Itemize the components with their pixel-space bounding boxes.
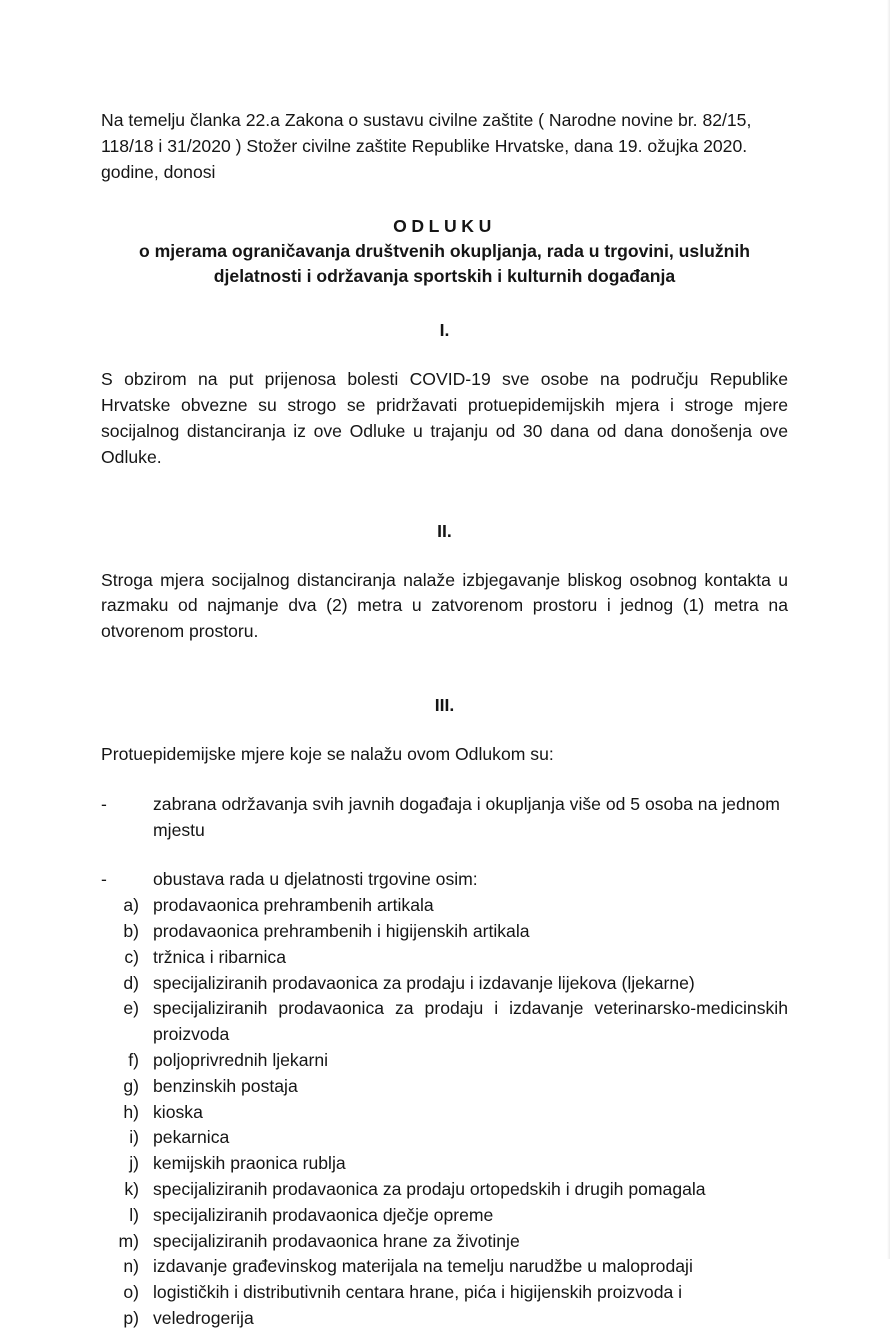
list-item [101,1100,788,1126]
spacer [101,289,788,318]
list-item-marker: b) [123,920,139,941]
spacer [101,718,788,742]
spacer [101,544,788,568]
list-item-marker: k) [124,1178,139,1199]
list-item [101,1203,788,1229]
list-item-text: logističkih i distributivnih centara hrane, pića i higijenskih proizvoda i [153,1282,683,1303]
list-item-marker: o) [123,1282,139,1303]
spacer [101,471,788,500]
list-item [101,996,788,1048]
list-item [101,1151,788,1177]
list-item-text: tržnica i ribarnica [153,946,286,967]
list-item [101,1177,788,1203]
spacer [101,645,788,674]
list-item-text: prodavaonica prehrambenih i higijenskih artikala [153,920,530,941]
list-item-text: kioska [153,1101,203,1122]
spacer [101,343,788,367]
list-item-text: prodavaonica prehrambenih artikala [153,895,434,916]
list-item [101,1229,788,1255]
document-subtitle: o mjerama ograničavanja društvenih okupljanja, rada u trgovini, uslužnih djelatnosti i održavanja sportskih i kulturnih događanja [138,241,751,287]
list-item-marker: j) [129,1153,139,1174]
list-item [101,919,788,945]
spacer [101,768,788,792]
measure-text: zabrana održavanja svih javnih događaja i okupljanja više od 5 osoba na jednom mjestu [153,793,780,840]
list-item [101,1254,788,1280]
list-item-text: specijaliziranih prodavaonica hrane za životinje [153,1230,520,1251]
section-number-1: I. [439,320,450,341]
list-item [101,1306,788,1332]
list-item-text: izdavanje građevinskog materijala na temelju narudžbe u maloprodaji [153,1256,693,1277]
document-title-block [101,214,788,289]
list-item [101,945,788,971]
list-item-text: specijaliziranih prodavaonica dječje opreme [153,1204,494,1225]
list-item [101,1048,788,1074]
list-item-marker: c) [124,946,139,967]
dash-marker: - [101,869,107,890]
spacer [101,674,788,693]
section-body-1: S obzirom na put prijenosa bolesti COVID-19 sve osobe na području Republike Hrvatske obvezne su strogo se pridržavati protuepidemijskih mjera i stroge mjere socijalnog distanciranja iz ove Odluke u trajanju od 30 dana od dana donošenja ove Odluke. [101,369,788,467]
spacer [101,185,788,214]
list-item-text: specijaliziranih prodavaonica za prodaju i izdavanje veterinarsko-medicinskih proizvoda [153,998,788,1045]
list-item-text: specijaliziranih prodavaonica za prodaju ortopedskih i drugih pomagala [153,1178,706,1199]
dash-marker: - [101,793,107,814]
list-item-marker: i) [129,1127,139,1148]
list-item [101,971,788,997]
section-body-3: Protuepidemijske mjere koje se nalažu ovom Odlukom su: [101,743,554,764]
list-item-marker: h) [123,1101,139,1122]
list-item-marker: n) [123,1256,139,1277]
exceptions-list [101,893,788,1332]
spacer [101,500,788,519]
intro-paragraph: Na temelju članka 22.a Zakona o sustavu civilne zaštite ( Narodne novine br. 82/15, 118/18 i 31/2020 ) Stožer civilne zaštite Republike Hrvatske, dana 19. ožujka 2020. godine, donosi [101,110,752,182]
measure-item [101,792,788,844]
list-item [101,893,788,919]
document-title: ODLUKU [393,216,496,237]
list-item-marker: e) [123,998,139,1019]
spacer [101,843,788,867]
measure-text: obustava rada u djelatnosti trgovine osim: [153,869,478,890]
list-item [101,1074,788,1100]
list-item-text: veledrogerija [153,1307,254,1328]
list-item-marker: g) [123,1075,139,1096]
section-number-2: II. [437,520,452,541]
list-item-text: kemijskih praonica rublja [153,1153,346,1174]
section-number-3: III. [434,694,455,715]
list-item-text: poljoprivrednih ljekarni [153,1049,329,1070]
measure-item [101,867,788,893]
list-item-marker: l) [129,1204,139,1225]
list-item-marker: p) [123,1307,139,1328]
list-item-text: benzinskih postaja [153,1075,298,1096]
list-item-text: specijaliziranih prodavaonica za prodaju i izdavanje lijekova (ljekarne) [153,972,695,993]
list-item-marker: d) [123,972,139,993]
document-content [101,108,788,1332]
list-item-marker: f) [128,1049,139,1070]
list-item-marker: m) [118,1230,139,1251]
list-item [101,1125,788,1151]
list-item-marker: a) [123,895,139,916]
list-item-text: pekarnica [153,1127,230,1148]
list-item [101,1280,788,1306]
section-body-2: Stroga mjera socijalnog distanciranja nalaže izbjegavanje bliskog osobnog kontakta u razmaku od najmanje dva (2) metra u zatvorenom prostoru i jednog (1) metra na otvorenom prostoru. [101,569,788,642]
